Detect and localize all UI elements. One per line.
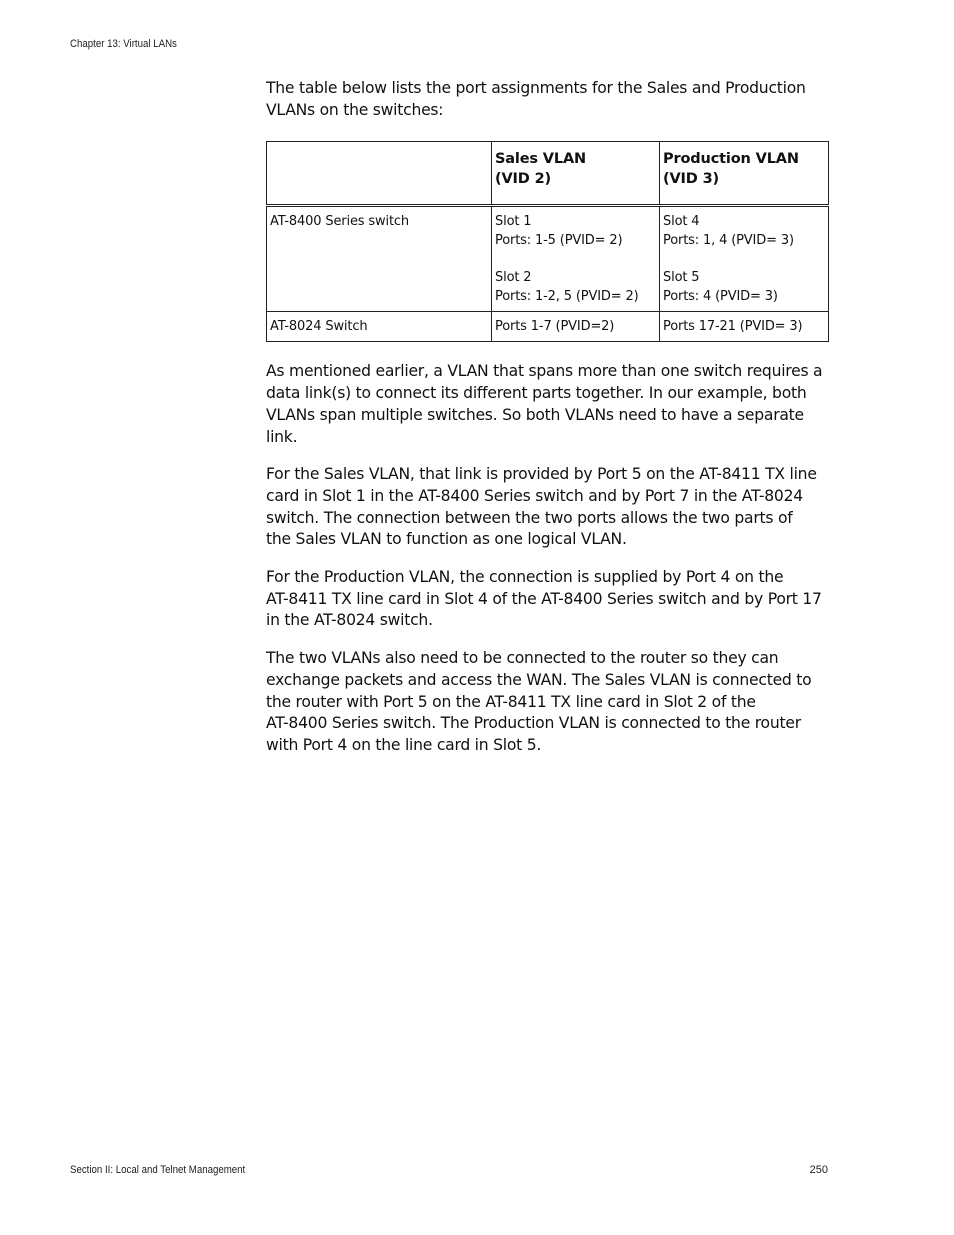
cell-switch-name <box>267 312 492 342</box>
text-line: AT-8400 Series switch. The Production VLAN is connected to the router <box>266 714 801 733</box>
text-line: the router with Port 5 on the AT-8411 TX line card in Slot 2 of the <box>266 692 756 711</box>
text-line: card in Slot 1 in the AT-8400 Series switch and by Port 7 in the AT-8024 <box>266 486 803 505</box>
page-body <box>266 78 828 773</box>
slot-label: Slot 1 <box>495 214 532 230</box>
text-line: data link(s) to connect its different parts together. In our example, both <box>266 384 807 403</box>
header-line: (VID 3) <box>663 171 719 188</box>
body-paragraph-sales-vlan <box>266 464 828 551</box>
cell-production-ports <box>660 312 829 342</box>
header-cell-switch <box>267 142 492 206</box>
header-line: Sales VLAN <box>495 151 587 168</box>
cell-switch-name <box>267 206 492 312</box>
intro-paragraph <box>266 78 828 121</box>
cell-spacer <box>663 250 825 268</box>
ports-value: Ports: 1-2, 5 (PVID= 2) <box>495 289 639 305</box>
text-line: the Sales VLAN to function as one logical VLAN. <box>266 530 627 549</box>
ports-value: Ports: 1-5 (PVID= 2) <box>495 233 623 249</box>
header-cell-sales-vlan <box>492 142 660 206</box>
text-line: AT-8411 TX line card in Slot 4 of the AT-8400 Series switch and by Port 17 <box>266 589 822 608</box>
running-header-chapter: Chapter 13: Virtual LANs <box>70 38 177 50</box>
switch-name: AT-8024 Switch <box>270 319 368 335</box>
body-paragraph-data-link <box>266 361 828 448</box>
text-line: switch. The connection between the two ports allows the two parts of <box>266 508 793 527</box>
header-line: (VID 2) <box>495 171 551 188</box>
cell-sales-ports <box>492 206 660 312</box>
text-line: The two VLANs also need to be connected to the router so they can <box>266 649 779 668</box>
slot-label: Slot 2 <box>495 270 532 286</box>
body-paragraph-router <box>266 648 828 757</box>
text-line: VLANs span multiple switches. So both VLANs need to have a separate <box>266 405 804 424</box>
text-line: with Port 4 on the line card in Slot 5. <box>266 735 542 754</box>
ports-value: Ports 17-21 (PVID= 3) <box>663 319 803 335</box>
text-line: For the Production VLAN, the connection is supplied by Port 4 on the <box>266 568 784 587</box>
slot-label: Slot 4 <box>663 214 700 230</box>
ports-value: Ports: 4 (PVID= 3) <box>663 289 778 305</box>
cell-sales-ports <box>492 312 660 342</box>
text-line: As mentioned earlier, a VLAN that spans more than one switch requires a <box>266 362 823 381</box>
table-header-row <box>267 142 829 206</box>
ports-value: Ports: 1, 4 (PVID= 3) <box>663 233 794 249</box>
header-line: Production VLAN <box>663 151 799 168</box>
text-line: link. <box>266 427 298 446</box>
header-cell-production-vlan <box>660 142 829 206</box>
intro-line: VLANs on the switches: <box>266 100 444 119</box>
text-line: For the Sales VLAN, that link is provided by Port 5 on the AT-8411 TX line <box>266 465 817 484</box>
cell-spacer <box>495 250 656 268</box>
cell-production-ports <box>660 206 829 312</box>
running-footer-section: Section II: Local and Telnet Management <box>70 1164 246 1176</box>
text-line: exchange packets and access the WAN. The Sales VLAN is connected to <box>266 670 812 689</box>
ports-value: Ports 1-7 (PVID=2) <box>495 319 615 335</box>
slot-label: Slot 5 <box>663 270 700 286</box>
table-row <box>267 312 829 342</box>
text-line: in the AT-8024 switch. <box>266 611 433 630</box>
vlan-port-assignment-table <box>266 141 829 342</box>
page-number: 250 <box>809 1164 828 1176</box>
body-paragraph-production-vlan <box>266 567 828 632</box>
intro-line: The table below lists the port assignments for the Sales and Production <box>266 79 806 97</box>
switch-name: AT-8400 Series switch <box>270 214 409 230</box>
table-row <box>267 206 829 312</box>
